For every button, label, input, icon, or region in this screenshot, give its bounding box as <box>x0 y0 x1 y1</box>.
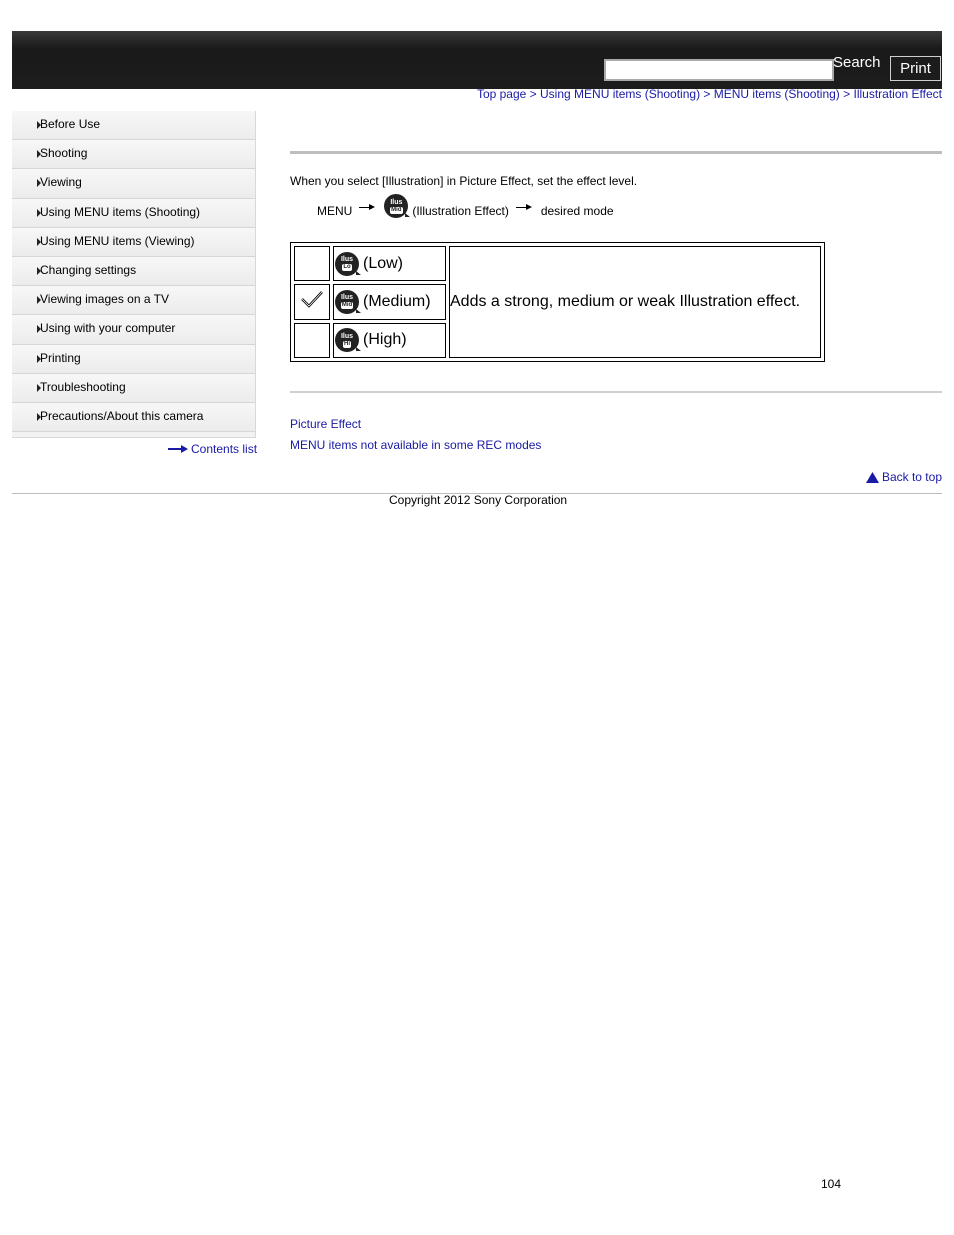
sidebar-item-changing-settings[interactable] <box>12 257 255 286</box>
sidebar-item-label: Before Use <box>40 117 101 131</box>
intro-text: When you select [Illustration] in Picture Effect, set the effect level. <box>290 174 638 188</box>
triangle-right-icon <box>37 413 41 421</box>
triangle-right-icon <box>37 209 41 217</box>
contents-list-link[interactable] <box>168 442 257 456</box>
sidebar-item-using-menu-shooting[interactable] <box>12 199 255 228</box>
arrow-right-icon <box>516 203 534 213</box>
sidebar-item-using-menu-viewing[interactable] <box>12 228 255 257</box>
title-divider <box>290 151 942 154</box>
check-cell <box>294 323 330 358</box>
arrow-right-icon <box>359 203 377 213</box>
sidebar-item-label: Shooting <box>40 146 88 161</box>
sidebar-item-precautions[interactable] <box>12 403 255 432</box>
sidebar-item-troubleshooting[interactable] <box>12 374 255 403</box>
sidebar-item-using-with-computer[interactable] <box>12 315 255 344</box>
breadcrumb-using-menu-shooting[interactable]: Using MENU items (Shooting) <box>540 87 701 101</box>
sidebar-item-label: Printing <box>40 350 81 365</box>
breadcrumb <box>477 87 942 101</box>
back-to-top-link[interactable] <box>866 470 942 484</box>
illustration-low-icon: Ilus Lo <box>335 252 359 276</box>
print-button[interactable]: Print <box>890 56 941 81</box>
mode-table <box>290 242 825 362</box>
triangle-up-icon <box>866 472 879 483</box>
step-effect-label: (Illustration Effect) <box>412 204 509 218</box>
mode-label: (Medium) <box>363 292 431 310</box>
breadcrumb-separator: > <box>700 87 714 101</box>
sidebar-item-label: Viewing images on a TV <box>40 292 169 307</box>
step-menu: MENU <box>317 204 353 218</box>
triangle-right-icon <box>37 121 41 129</box>
sidebar-item-printing[interactable] <box>12 345 255 374</box>
sidebar-item-label: Troubleshooting <box>40 379 126 394</box>
related-divider <box>290 391 942 393</box>
breadcrumb-separator: > <box>526 87 541 101</box>
mode-low[interactable] <box>333 246 446 281</box>
sidebar <box>12 111 256 438</box>
triangle-right-icon <box>37 355 41 363</box>
check-cell <box>294 246 330 281</box>
triangle-right-icon <box>37 325 41 333</box>
mode-description: Adds a strong, medium or weak Illustration effect. <box>449 246 821 358</box>
triangle-right-icon <box>37 238 41 246</box>
mode-high[interactable] <box>333 323 446 358</box>
mode-label: (Low) <box>363 254 404 272</box>
arrow-right-icon <box>168 445 188 453</box>
mode-medium[interactable] <box>333 284 446 319</box>
page-number: 104 <box>821 1177 842 1191</box>
illustration-high-icon: Ilus Hi <box>335 328 359 352</box>
related-link-picture-effect[interactable]: Picture Effect <box>290 417 362 431</box>
triangle-right-icon <box>37 384 41 392</box>
sidebar-item-label: Using with your computer <box>40 321 176 336</box>
sidebar-item-viewing[interactable] <box>12 169 255 198</box>
related-link-menu-items-not-available[interactable]: MENU items not available in some REC modes <box>290 438 542 452</box>
breadcrumb-menu-items-shooting[interactable]: MENU items (Shooting) <box>713 87 840 101</box>
breadcrumb-separator: > <box>839 87 854 101</box>
checkmark-icon <box>300 289 324 309</box>
back-to-top-label: Back to top <box>881 470 942 484</box>
contents-list-label: Contents list <box>191 442 258 456</box>
breadcrumb-current[interactable]: Illustration Effect <box>853 87 942 101</box>
mode-label: (High) <box>363 331 407 349</box>
search-label: Search <box>833 54 881 71</box>
sidebar-item-label: Viewing <box>40 175 82 190</box>
search-input[interactable] <box>604 59 834 81</box>
illustration-mid-icon: Ilus Mid <box>335 290 359 314</box>
sidebar-item-viewing-on-tv[interactable] <box>12 286 255 315</box>
sidebar-item-label: Using MENU items (Viewing) <box>40 233 195 248</box>
illustration-mid-icon: Ilus Mid <box>384 194 408 218</box>
triangle-right-icon <box>37 296 41 304</box>
copyright-text: Copyright 2012 Sony Corporation <box>389 493 568 507</box>
breadcrumb-top-page[interactable]: Top page <box>476 87 527 101</box>
table-row <box>294 246 821 281</box>
step-end: desired mode <box>540 204 614 218</box>
sidebar-item-before-use[interactable] <box>12 111 255 140</box>
menu-steps <box>317 194 614 218</box>
triangle-right-icon <box>37 150 41 158</box>
triangle-right-icon <box>37 179 41 187</box>
check-cell <box>294 284 330 319</box>
triangle-right-icon <box>37 267 41 275</box>
sidebar-item-label: Precautions/About this camera <box>40 408 204 423</box>
sidebar-item-label: Changing settings <box>40 262 137 277</box>
sidebar-item-shooting[interactable] <box>12 140 255 169</box>
sidebar-item-label: Using MENU items (Shooting) <box>40 204 201 219</box>
